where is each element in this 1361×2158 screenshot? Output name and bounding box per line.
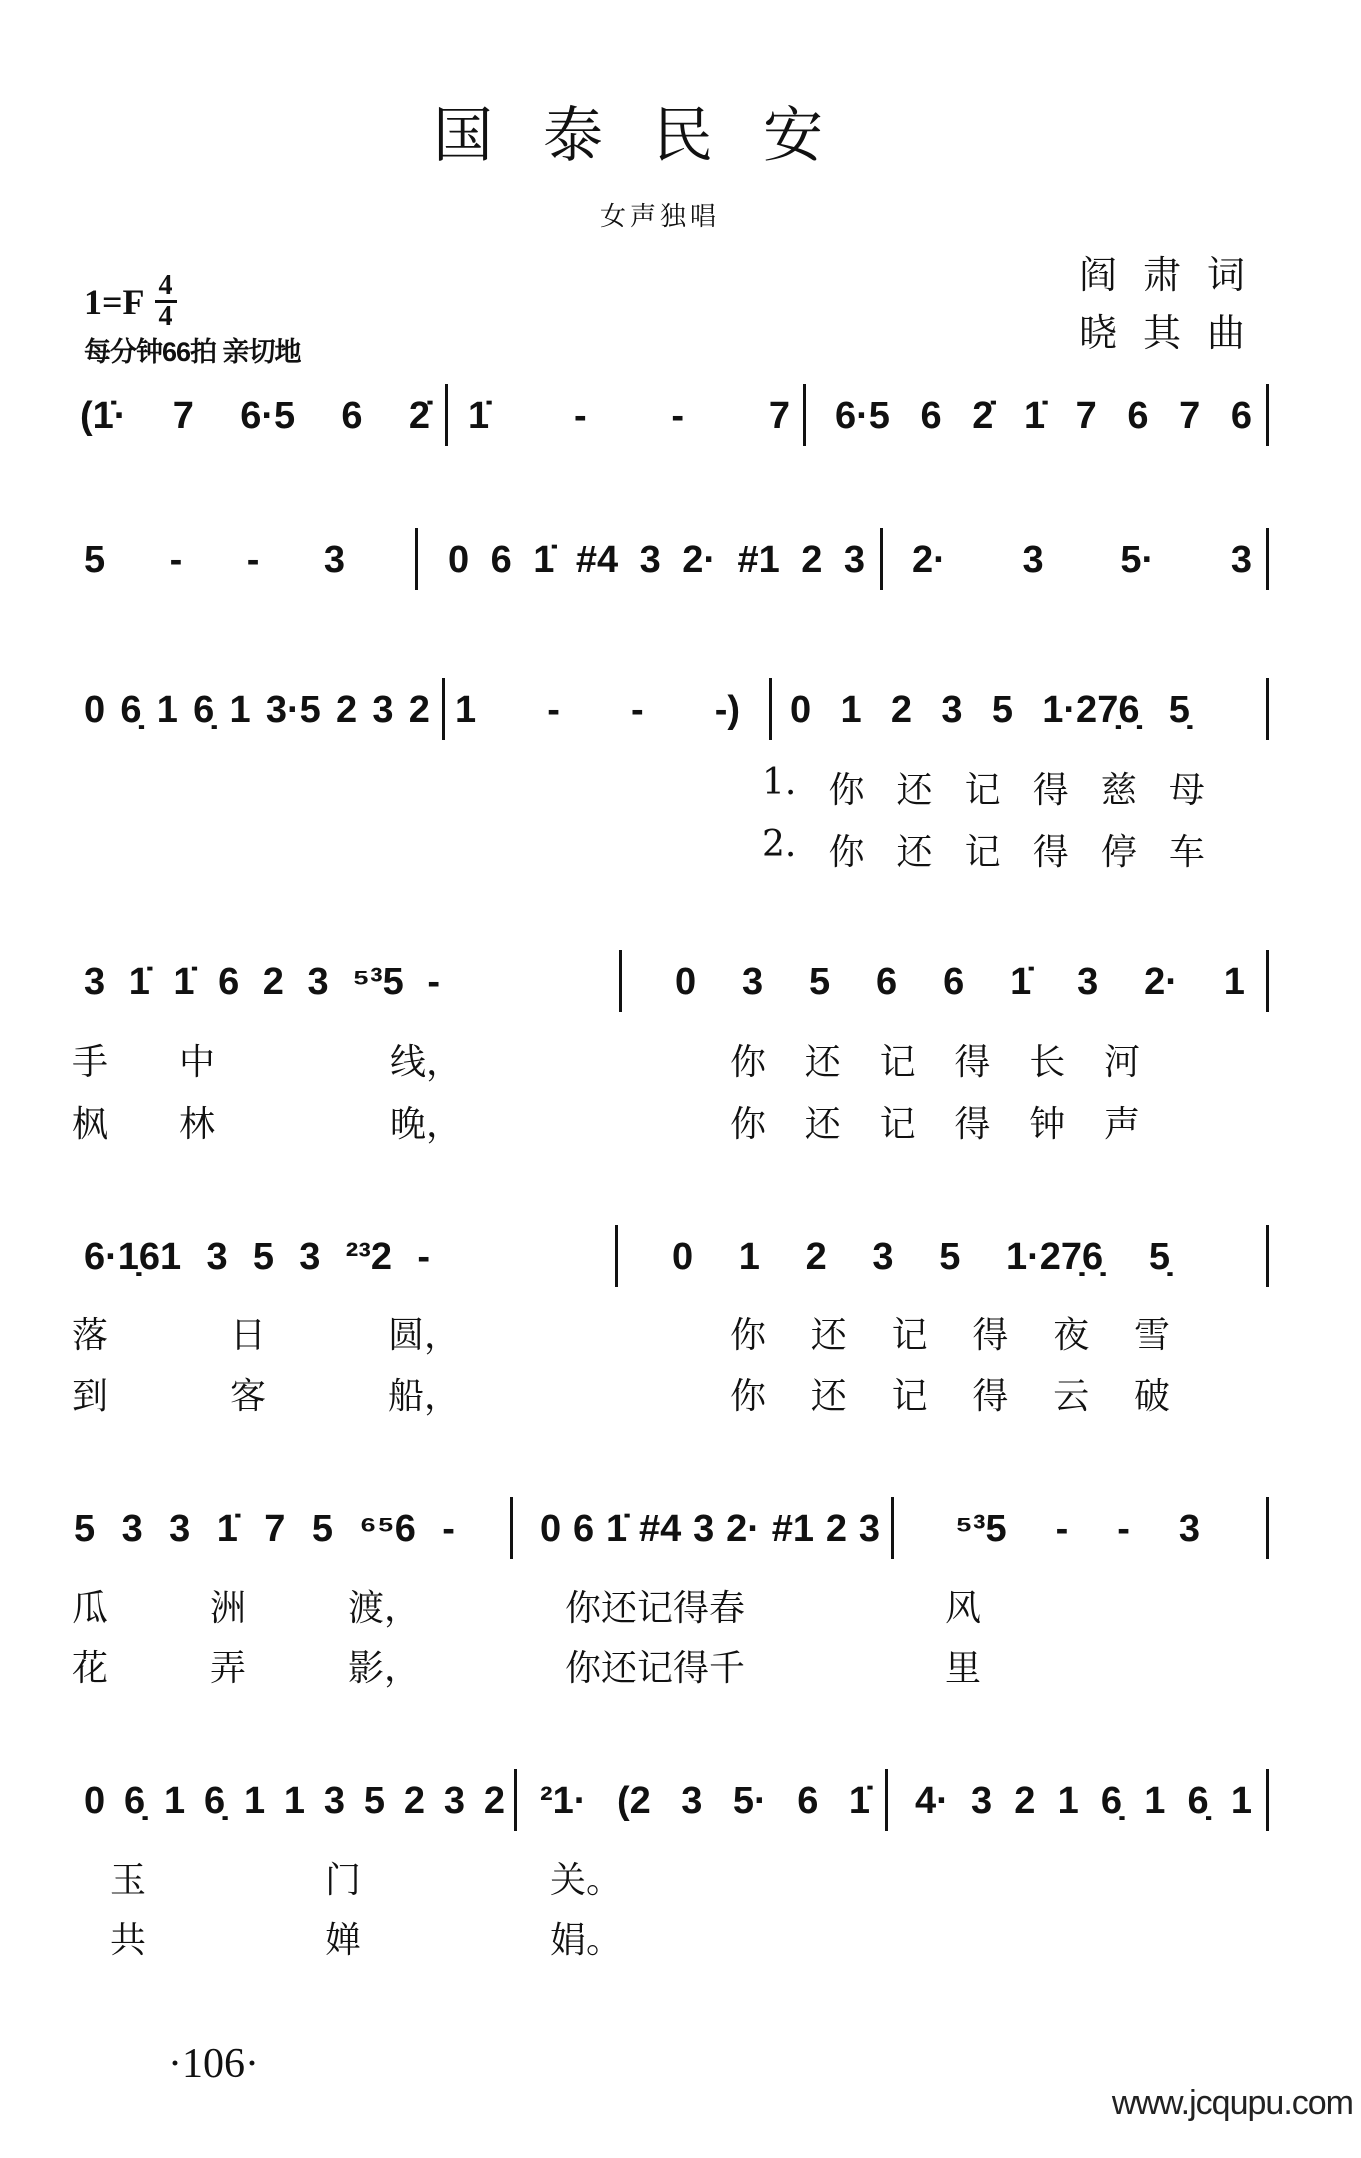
note: 3 <box>843 539 865 581</box>
note: 6 <box>1230 395 1252 437</box>
note: 3 <box>84 961 106 1003</box>
lyric-verse-1 <box>565 1580 760 1631</box>
lyric-verse-2 <box>72 1368 460 1419</box>
lyric-syllable: 你还记得千 <box>565 1648 746 1689</box>
lyric-syllable: 你 <box>730 1104 767 1145</box>
note: ⁶⁵6 <box>359 1508 416 1550</box>
lyric-syllable: 影， <box>347 1648 420 1689</box>
note: 3 <box>1230 539 1252 581</box>
lyric-syllable: 车 <box>1168 832 1205 873</box>
lyric-verse-2 <box>730 1096 1140 1147</box>
note: ⁵³5 <box>352 961 404 1003</box>
note: 5 <box>84 539 106 581</box>
lyric-syllable: 关。 <box>550 1860 623 1901</box>
note: 1̇ <box>468 395 490 437</box>
lyric-verse-2 <box>110 1912 150 1963</box>
lyric-syllable: 你 <box>828 832 865 873</box>
barline <box>415 528 418 590</box>
note: 1̇ <box>1023 395 1046 437</box>
lyric-syllable: 你 <box>730 1376 767 1417</box>
lyric-syllable: 洲 <box>209 1588 246 1629</box>
note: (2 <box>616 1780 651 1822</box>
note: 5 <box>363 1780 386 1822</box>
lyric-syllable: 还 <box>896 770 933 811</box>
note: 3 <box>372 689 394 731</box>
note: - <box>1055 1508 1069 1550</box>
lyric-syllable: 破 <box>1133 1376 1170 1417</box>
note: 5· <box>732 1780 767 1822</box>
lyric-verse-2 <box>72 1096 215 1147</box>
note: - <box>671 395 685 437</box>
lyric-syllable: 记 <box>879 1042 916 1083</box>
note: 6·5 <box>240 395 296 437</box>
barline <box>1266 678 1269 740</box>
measure <box>84 536 345 582</box>
note: 3 <box>307 961 329 1003</box>
note: 6̣ <box>123 1780 146 1822</box>
lyric-syllable: 记 <box>891 1315 928 1356</box>
note: 1̇ <box>605 1508 628 1550</box>
note: 1 <box>1230 1780 1252 1822</box>
note: 1 <box>738 1236 760 1278</box>
note: 6·1̣61 <box>84 1236 182 1278</box>
note: 1·27̣6̣ <box>1005 1236 1104 1278</box>
note: 5̣ <box>1148 1236 1170 1278</box>
lyric-verse-2 <box>72 1640 420 1691</box>
lyric-syllable: 线， <box>390 1042 463 1083</box>
note: 0 <box>84 1780 106 1822</box>
measure <box>955 1505 1200 1551</box>
lyric-syllable: 记 <box>879 1104 916 1145</box>
note: 3 <box>742 961 764 1003</box>
song-title: 国泰民安 <box>433 101 873 171</box>
measure <box>468 392 790 438</box>
lyric-verse-2 <box>550 1912 623 1963</box>
note: 3 <box>872 1236 894 1278</box>
note: 2 <box>483 1780 505 1822</box>
note: 2 <box>262 961 284 1003</box>
note: 6̣ <box>1100 1780 1123 1822</box>
note: 5 <box>809 961 831 1003</box>
note: 1 <box>455 689 477 731</box>
lyric-verse-1 <box>72 1034 215 1085</box>
lyric-verse-2 <box>565 1640 760 1691</box>
time-signature <box>155 272 177 331</box>
note: 6̣ <box>120 689 142 731</box>
note: 2̇ <box>972 395 994 437</box>
note: - <box>417 1236 430 1278</box>
note: 0 <box>672 1236 694 1278</box>
lyric-verse-1 <box>325 1852 365 1903</box>
lyric-syllable: 得 <box>954 1042 991 1083</box>
lyric-syllable: 得 <box>1032 770 1069 811</box>
note: -) <box>714 689 740 731</box>
note: 1̇ <box>216 1508 238 1550</box>
key-label: 1=F <box>84 281 145 322</box>
lyric-syllable: 河 <box>1103 1042 1140 1083</box>
barline <box>769 678 772 740</box>
lyric-verse-2 <box>390 1096 463 1147</box>
note: 3·5 <box>265 689 321 731</box>
barline <box>445 384 448 446</box>
lyric-syllable: 你 <box>828 770 865 811</box>
lyric-verse-2 <box>762 824 1205 875</box>
note: #4 <box>638 1508 682 1550</box>
lyric-syllable: 晚， <box>390 1104 463 1145</box>
note: 0 <box>675 961 697 1003</box>
note: 7 <box>1179 395 1201 437</box>
lyric-syllable: 枫 <box>72 1104 109 1145</box>
lyric-syllable: 客 <box>229 1376 266 1417</box>
barline <box>510 1497 513 1559</box>
note: 5 <box>74 1508 96 1550</box>
note: - <box>630 689 644 731</box>
barline <box>891 1497 894 1559</box>
lyric-syllable: 共 <box>110 1920 147 1961</box>
note: ²1· <box>540 1780 587 1822</box>
note: 3 <box>206 1236 228 1278</box>
note: 3 <box>970 1780 993 1822</box>
note: 0 <box>540 1508 562 1550</box>
lyric-verse-2 <box>945 1640 985 1691</box>
lyric-syllable: 你还记得春 <box>565 1588 746 1629</box>
barline <box>803 384 806 446</box>
note: 6 <box>943 961 965 1003</box>
barline <box>880 528 883 590</box>
note: 6 <box>490 539 512 581</box>
note: 6 <box>797 1780 819 1822</box>
measure <box>84 1777 505 1823</box>
note: 1 <box>1223 961 1245 1003</box>
lyric-verse-1 <box>730 1307 1170 1358</box>
lyric-verse-1 <box>762 762 1205 813</box>
lyric-syllable: 玉 <box>110 1860 147 1901</box>
note: 6 <box>920 395 942 437</box>
note: #4 <box>575 539 619 581</box>
note: 1 <box>243 1780 266 1822</box>
note: (1̇· <box>80 395 127 437</box>
note: 5 <box>311 1508 333 1550</box>
note: 0 <box>84 689 106 731</box>
lyricist-credit: 阎肃词 <box>1078 253 1271 297</box>
lyric-syllable: 花 <box>72 1648 109 1689</box>
lyric-syllable: 得 <box>972 1315 1009 1356</box>
note: 1̇ <box>173 961 195 1003</box>
time-top: 4 <box>158 270 173 301</box>
barline <box>885 1769 888 1831</box>
note: 3 <box>323 1780 346 1822</box>
note: ⁵³5 <box>955 1508 1007 1550</box>
lyric-syllable: 记 <box>964 770 1001 811</box>
measure <box>790 686 1190 732</box>
note: - <box>573 395 587 437</box>
note: 2· <box>726 1508 760 1550</box>
note: 3 <box>639 539 661 581</box>
watermark: www.jcqupu.com <box>1111 2084 1353 2122</box>
note: 5 <box>939 1236 961 1278</box>
lyric-syllable: 得 <box>972 1376 1009 1417</box>
barline <box>615 1225 618 1287</box>
lyric-syllable: 圆， <box>387 1315 460 1356</box>
lyric-syllable: 云 <box>1053 1376 1090 1417</box>
note: 1 <box>156 689 178 731</box>
note: 3 <box>323 539 345 581</box>
note: 1 <box>163 1780 186 1822</box>
barline <box>619 950 622 1012</box>
note: 2 <box>890 689 913 731</box>
note: 1·27̣6̣ <box>1042 689 1140 731</box>
measure <box>835 392 1252 438</box>
lyric-verse-1 <box>945 1580 985 1631</box>
note: 3 <box>299 1236 321 1278</box>
lyric-verse-1 <box>110 1852 150 1903</box>
lyric-syllable: 你 <box>730 1042 767 1083</box>
note: 6̣ <box>203 1780 226 1822</box>
lyric-syllable: 瓜 <box>72 1588 109 1629</box>
note: 3 <box>1077 961 1099 1003</box>
note: 5 <box>991 689 1013 731</box>
note: 1̇ <box>848 1780 870 1822</box>
barline <box>514 1769 517 1831</box>
note: 2 <box>336 689 358 731</box>
lyric-syllable: 还 <box>804 1042 841 1083</box>
note: 1 <box>283 1780 306 1822</box>
note: 3 <box>443 1780 465 1822</box>
note: - <box>246 539 260 581</box>
lyric-syllable: 你 <box>730 1315 767 1356</box>
note: 3 <box>941 689 963 731</box>
lyric-syllable: 渡， <box>347 1588 420 1629</box>
lyric-syllable: 手 <box>72 1042 109 1083</box>
note: 7 <box>768 395 790 437</box>
note: 2· <box>912 539 946 581</box>
barline <box>1266 950 1269 1012</box>
lyric-verse-1 <box>390 1034 463 1085</box>
note: 2 <box>825 1508 847 1550</box>
lyric-syllable: 里 <box>945 1648 982 1689</box>
note: 1 <box>840 689 862 731</box>
lyric-syllable: 记 <box>891 1376 928 1417</box>
page-number: ·106· <box>168 2041 259 2087</box>
lyric-syllable: 声 <box>1103 1104 1140 1145</box>
note: 6 <box>572 1508 595 1550</box>
measure <box>912 536 1252 582</box>
barline <box>1266 1769 1269 1831</box>
note: - <box>442 1508 455 1550</box>
measure <box>540 1777 870 1823</box>
note: 4· <box>915 1780 949 1822</box>
note: 1̇ <box>533 539 555 581</box>
note: 2· <box>682 539 716 581</box>
lyric-syllable: 夜 <box>1053 1315 1090 1356</box>
note: 3 <box>169 1508 191 1550</box>
barline <box>1266 1497 1269 1559</box>
lyric-syllable: 记 <box>964 832 1001 873</box>
measure <box>84 958 440 1004</box>
lyric-syllable: 林 <box>178 1104 215 1145</box>
measure <box>455 686 740 732</box>
lyric-syllable: 中 <box>178 1042 215 1083</box>
key-signature <box>84 272 177 331</box>
time-bottom: 4 <box>158 301 173 332</box>
lyric-syllable: 还 <box>810 1315 847 1356</box>
note: ²³2 <box>345 1236 393 1278</box>
tempo-marking: 每分钟66拍 亲切地 <box>84 337 301 367</box>
lyric-syllable: 还 <box>810 1376 847 1417</box>
note: 1̇ <box>128 961 150 1003</box>
note: #1 <box>771 1508 814 1550</box>
note: 3 <box>121 1508 143 1550</box>
note: 2̇ <box>408 395 430 437</box>
lyric-verse-2 <box>325 1912 365 1963</box>
lyric-syllable: 慈 <box>1100 770 1137 811</box>
note: 6 <box>218 961 240 1003</box>
lyric-verse-1 <box>550 1852 623 1903</box>
lyric-verse-1 <box>72 1580 420 1631</box>
lyric-syllable: 还 <box>896 832 933 873</box>
note: 5 <box>252 1236 274 1278</box>
measure <box>675 958 1245 1004</box>
measure <box>80 392 430 438</box>
note: 6 <box>1127 395 1149 437</box>
lyric-syllable: 停 <box>1100 832 1137 873</box>
note: 7 <box>264 1508 286 1550</box>
measure <box>84 1233 430 1279</box>
lyric-syllable: 日 <box>229 1315 266 1356</box>
note: - <box>169 539 183 581</box>
note: 2 <box>1014 1780 1036 1822</box>
note: 0 <box>448 539 470 581</box>
lyric-syllable: 娟。 <box>550 1920 623 1961</box>
note: 6̣ <box>193 689 215 731</box>
note: 3 <box>693 1508 715 1550</box>
note: - <box>547 689 560 731</box>
note: 3 <box>681 1780 703 1822</box>
note: 6 <box>876 961 898 1003</box>
lyric-syllable: 得 <box>954 1104 991 1145</box>
note: - <box>1117 1508 1130 1550</box>
subtitle: 女声独唱 <box>599 201 720 231</box>
note: 1 <box>229 689 251 731</box>
lyric-syllable: 钟 <box>1029 1104 1066 1145</box>
measure <box>540 1505 880 1551</box>
lyric-syllable: 船， <box>387 1376 460 1417</box>
note: 1̇ <box>1010 961 1032 1003</box>
barline <box>1266 1225 1269 1287</box>
lyric-syllable: 婵 <box>325 1920 362 1961</box>
lyric-verse-1 <box>730 1034 1140 1085</box>
note: 7 <box>172 395 194 437</box>
note: 5· <box>1120 539 1155 581</box>
lyric-verse-1 <box>72 1307 460 1358</box>
barline <box>1266 384 1269 446</box>
measure <box>672 1233 1170 1279</box>
measure <box>915 1777 1252 1823</box>
note: 3 <box>1022 539 1044 581</box>
lyric-syllable: 到 <box>72 1376 109 1417</box>
note: - <box>427 961 440 1003</box>
lyric-syllable: 母 <box>1168 770 1205 811</box>
composer-credit: 晓其曲 <box>1078 311 1271 355</box>
note: 3 <box>1178 1508 1200 1550</box>
note: 1 <box>1057 1780 1079 1822</box>
note: 6·5 <box>835 395 890 437</box>
note: 6̣ <box>1187 1780 1209 1822</box>
note: 2 <box>408 689 430 731</box>
note: 3 <box>858 1508 880 1550</box>
note: 2 <box>805 1236 827 1278</box>
measure <box>74 1505 455 1551</box>
lyric-syllable: 得 <box>1032 832 1069 873</box>
note: 1 <box>1144 1780 1166 1822</box>
lyric-syllable: 落 <box>72 1315 109 1356</box>
note: 5̣ <box>1168 689 1190 731</box>
measure <box>84 686 430 732</box>
note: 6 <box>341 395 363 437</box>
lyric-syllable: 雪 <box>1133 1315 1170 1356</box>
lyric-syllable: 2. <box>762 824 797 865</box>
barline <box>442 678 445 740</box>
lyric-syllable: 风 <box>945 1588 982 1629</box>
note: #1 <box>737 539 780 581</box>
note: 2 <box>801 539 823 581</box>
lyric-verse-2 <box>730 1368 1170 1419</box>
note: 7 <box>1075 395 1097 437</box>
lyric-syllable: 门 <box>325 1860 362 1901</box>
lyric-syllable: 长 <box>1029 1042 1066 1083</box>
note: 0 <box>790 689 812 731</box>
lyric-syllable: 1. <box>762 762 797 803</box>
barline <box>1266 528 1269 590</box>
note: 2 <box>403 1780 426 1822</box>
lyric-syllable: 弄 <box>209 1648 246 1689</box>
lyric-syllable: 还 <box>804 1104 841 1145</box>
measure <box>448 536 865 582</box>
note: 2· <box>1144 961 1178 1003</box>
